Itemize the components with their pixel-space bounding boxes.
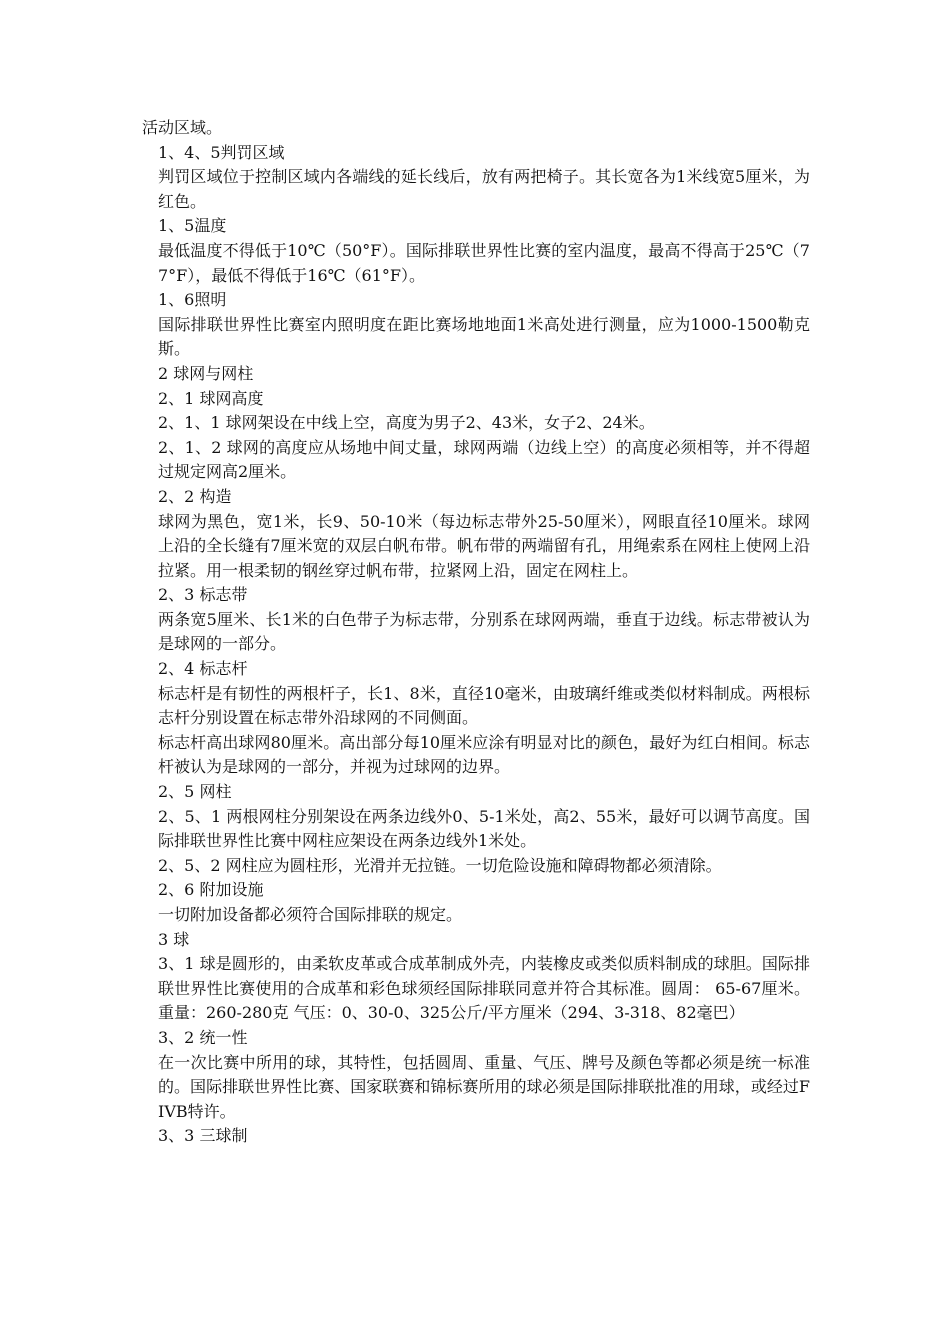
paragraph-side-bands: 两条宽5厘米、长1米的白色带子为标志带，分别系在球网两端，垂直于边线。标志带被认为是球网的一部分。 [158,609,810,654]
paragraph-2-5-1: 2、5、1 两根网柱分别架设在两条边线外0、5-1米处，高2、55米，最好可以调节高度。国际排联世界性比赛中网柱应架设在两条边线外1米处。 [158,806,810,851]
paragraph-uniformity: 在一次比赛中所用的球，其特性，包括圆周、重量、气压、牌号及颜色等都必须是统一标准的。国际排联世界性比赛、国家联赛和锦标赛所用的球必须是国际排联批准的用球，或经过FIVB特许。 [158,1052,810,1121]
document-page [142,116,810,1149]
section-heading-3: 3 球 [158,929,190,949]
section-heading-3-3: 3、3 三球制 [158,1126,248,1146]
paragraph-2-1-2: 2、1、2 球网的高度应从场地中间丈量，球网两端（边线上空）的高度必须相等，并不得超过规定网高2厘米。 [158,437,810,482]
section-heading-2-6: 2、6 附加设施 [158,880,264,900]
paragraph-2-1-1: 2、1、1 球网架设在中线上空，高度为男子2、43米，女子2、24米。 [158,413,655,433]
section-heading-2-1: 2、1 球网高度 [158,388,264,408]
section-heading-3-2: 3、2 统一性 [158,1027,248,1047]
paragraph-antennae-2: 标志杆高出球网80厘米。高出部分每10厘米应涂有明显对比的颜色，最好为红白相间。标志杆被认为是球网的一部分，并视为过球网的边界。 [158,732,810,777]
paragraph-antennae-1: 标志杆是有韧性的两根杆子，长1、8米，直径10毫米，由玻璃纤维或类似材料制成。两根标志杆分别设置在标志带外沿球网的不同侧面。 [158,683,810,728]
section-heading-2-2: 2、2 构造 [158,486,232,506]
paragraph-lighting: 国际排联世界性比赛室内照明度在距比赛场地地面1米高处进行测量，应为1000-1500勒克斯。 [158,314,810,359]
section-heading-1-5: 1、5温度 [158,216,227,236]
section-heading-2-5: 2、5 网柱 [158,782,232,802]
section-heading-1-4-5: 1、4、5判罚区域 [158,142,285,162]
paragraph-3-1: 3、1 球是圆形的，由柔软皮革或合成革制成外壳，内装橡皮或类似质料制成的球胆。国际排联世界性比赛使用的合成革和彩色球须经国际排联同意并符合其标准。圆周： 65-67厘米。重量：260-280克 气压：0、30-0、325公斤/平方厘米（294、3-318、82毫巴） [158,954,810,1023]
paragraph-1: 活动区域。 [142,118,223,137]
section-heading-2-3: 2、3 标志带 [158,585,248,605]
section-heading-2: 2 球网与网柱 [158,363,254,383]
paragraph-construction: 球网为黑色，宽1米，长9、50-10米（每边标志带外25-50厘米），网眼直径10厘米。球网上沿的全长缝有7厘米宽的双层白帆布带。帆布带的两端留有孔，用绳索系在网柱上使网上沿拉紧。用一根柔韧的钢丝穿过帆布带，拉紧网上沿，固定在网柱上。 [158,511,810,580]
section-heading-1-6: 1、6照明 [158,290,227,310]
paragraph-penalty-area: 判罚区域位于控制区域内各端线的延长线后，放有两把椅子。其长宽各为1米线宽5厘米，为红色。 [158,167,810,211]
paragraph-temperature: 最低温度不得低于10℃（50°F）。国际排联世界性比赛的室内温度，最高不得高于25℃（77°F），最低不得低于16℃（61°F）。 [158,240,810,285]
paragraph-additional-equipment: 一切附加设备都必须符合国际排联的规定。 [158,905,463,924]
paragraph-2-5-2: 2、5、2 网柱应为圆柱形，光滑并无拉链。一切危险设施和障碍物都必须清除。 [158,855,722,875]
section-heading-2-4: 2、4 标志杆 [158,659,248,679]
